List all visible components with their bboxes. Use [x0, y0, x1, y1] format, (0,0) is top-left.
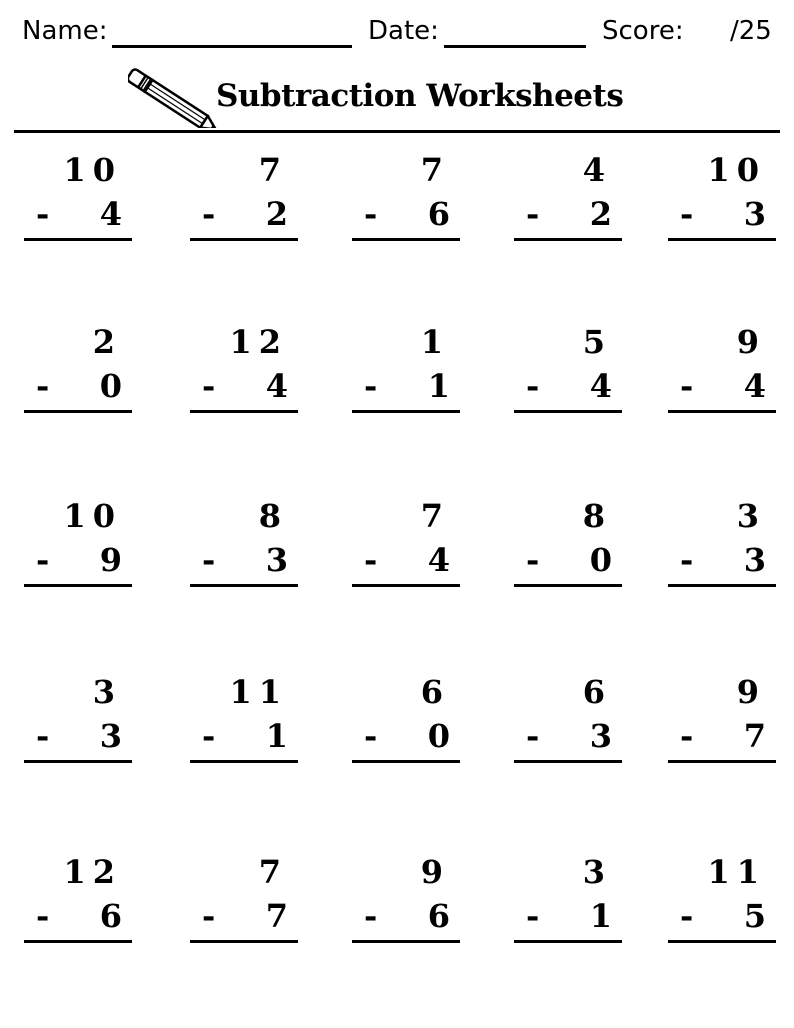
- subtrahend: 3: [265, 541, 288, 579]
- subtrahend: 6: [427, 195, 450, 233]
- problem: [514, 496, 622, 592]
- answer-line[interactable]: [352, 584, 460, 587]
- minus-sign: -: [364, 195, 378, 233]
- minus-sign: -: [364, 717, 378, 755]
- problem: [190, 496, 298, 592]
- answer-line[interactable]: [668, 238, 776, 241]
- title-divider: [14, 130, 780, 133]
- name-field[interactable]: [112, 45, 352, 48]
- answer-line[interactable]: [24, 584, 132, 587]
- subtrahend: 1: [265, 717, 288, 755]
- answer-line[interactable]: [24, 760, 132, 763]
- subtrahend: 1: [589, 897, 612, 935]
- minuend: 8: [258, 497, 288, 535]
- problem: [352, 496, 460, 592]
- subtrahend: 4: [265, 367, 288, 405]
- problem: [352, 672, 460, 768]
- minus-sign: -: [526, 541, 540, 579]
- problem: [190, 672, 298, 768]
- minuend: 9: [420, 853, 450, 891]
- minuend: 2: [92, 323, 122, 361]
- answer-line[interactable]: [352, 410, 460, 413]
- answer-line[interactable]: [668, 760, 776, 763]
- subtrahend: 9: [99, 541, 122, 579]
- minuend: 7: [258, 151, 288, 189]
- subtrahend: 1: [427, 367, 450, 405]
- answer-line[interactable]: [190, 238, 298, 241]
- name-label: Name:: [22, 16, 108, 46]
- minus-sign: -: [364, 367, 378, 405]
- minus-sign: -: [202, 897, 216, 935]
- answer-line[interactable]: [514, 238, 622, 241]
- minuend: 11: [229, 673, 288, 711]
- subtrahend: 4: [589, 367, 612, 405]
- answer-line[interactable]: [514, 940, 622, 943]
- subtrahend: 0: [589, 541, 612, 579]
- subtrahend: 3: [99, 717, 122, 755]
- problem: [514, 322, 622, 418]
- date-label: Date:: [368, 16, 439, 46]
- minuend: 5: [582, 323, 612, 361]
- subtrahend: 6: [99, 897, 122, 935]
- subtrahend: 0: [427, 717, 450, 755]
- minuend: 10: [63, 497, 122, 535]
- minuend: 8: [582, 497, 612, 535]
- problem: [24, 852, 132, 948]
- answer-line[interactable]: [668, 940, 776, 943]
- problem: [352, 150, 460, 246]
- minuend: 7: [420, 151, 450, 189]
- subtrahend: 2: [589, 195, 612, 233]
- problem: [352, 852, 460, 948]
- date-field[interactable]: [444, 45, 586, 48]
- minus-sign: -: [202, 541, 216, 579]
- answer-line[interactable]: [514, 760, 622, 763]
- minus-sign: -: [364, 897, 378, 935]
- subtrahend: 6: [427, 897, 450, 935]
- subtrahend: 2: [265, 195, 288, 233]
- answer-line[interactable]: [514, 584, 622, 587]
- minuend: 10: [63, 151, 122, 189]
- minuend: 9: [736, 673, 766, 711]
- minuend: 1: [420, 323, 450, 361]
- subtrahend: 3: [743, 195, 766, 233]
- problem: [24, 150, 132, 246]
- minus-sign: -: [680, 897, 694, 935]
- answer-line[interactable]: [668, 410, 776, 413]
- minus-sign: -: [526, 897, 540, 935]
- minus-sign: -: [526, 195, 540, 233]
- problem: [24, 496, 132, 592]
- minuend: 7: [258, 853, 288, 891]
- problem: [668, 150, 776, 246]
- minuend: 4: [582, 151, 612, 189]
- minus-sign: -: [526, 717, 540, 755]
- problem: [514, 150, 622, 246]
- subtrahend: 5: [743, 897, 766, 935]
- subtrahend: 4: [99, 195, 122, 233]
- minus-sign: -: [680, 541, 694, 579]
- problem: [514, 672, 622, 768]
- minuend: 3: [92, 673, 122, 711]
- problem: [668, 672, 776, 768]
- subtrahend: 4: [743, 367, 766, 405]
- minus-sign: -: [364, 541, 378, 579]
- problem: [190, 322, 298, 418]
- problem: [352, 322, 460, 418]
- answer-line[interactable]: [668, 584, 776, 587]
- subtrahend: 0: [99, 367, 122, 405]
- problem: [668, 852, 776, 948]
- answer-line[interactable]: [190, 410, 298, 413]
- answer-line[interactable]: [352, 760, 460, 763]
- minuend: 7: [420, 497, 450, 535]
- minuend: 10: [707, 151, 766, 189]
- minus-sign: -: [36, 717, 50, 755]
- minus-sign: -: [680, 367, 694, 405]
- subtrahend: 4: [427, 541, 450, 579]
- worksheet-title: Subtraction Worksheets: [216, 78, 624, 114]
- pencil-icon: [128, 56, 228, 128]
- minuend: 3: [582, 853, 612, 891]
- problem: [24, 322, 132, 418]
- subtrahend: 7: [265, 897, 288, 935]
- subtrahend: 7: [743, 717, 766, 755]
- minuend: 9: [736, 323, 766, 361]
- problem: [190, 150, 298, 246]
- minus-sign: -: [36, 367, 50, 405]
- subtrahend: 3: [743, 541, 766, 579]
- minuend: 11: [707, 853, 766, 891]
- answer-line[interactable]: [24, 410, 132, 413]
- answer-line[interactable]: [352, 238, 460, 241]
- minus-sign: -: [36, 541, 50, 579]
- minuend: 6: [582, 673, 612, 711]
- answer-line[interactable]: [190, 940, 298, 943]
- subtrahend: 3: [589, 717, 612, 755]
- minus-sign: -: [680, 717, 694, 755]
- problem: [514, 852, 622, 948]
- minus-sign: -: [36, 897, 50, 935]
- answer-line[interactable]: [352, 940, 460, 943]
- problem: [190, 852, 298, 948]
- minuend: 3: [736, 497, 766, 535]
- answer-line[interactable]: [24, 940, 132, 943]
- answer-line[interactable]: [190, 584, 298, 587]
- minuend: 6: [420, 673, 450, 711]
- score-total: /25: [730, 16, 772, 46]
- problem: [668, 496, 776, 592]
- minus-sign: -: [36, 195, 50, 233]
- answer-line[interactable]: [24, 238, 132, 241]
- minus-sign: -: [202, 717, 216, 755]
- problem: [668, 322, 776, 418]
- minuend: 12: [229, 323, 288, 361]
- answer-line[interactable]: [190, 760, 298, 763]
- minus-sign: -: [202, 195, 216, 233]
- minus-sign: -: [526, 367, 540, 405]
- minus-sign: -: [680, 195, 694, 233]
- minuend: 12: [63, 853, 122, 891]
- problem: [24, 672, 132, 768]
- minus-sign: -: [202, 367, 216, 405]
- answer-line[interactable]: [514, 410, 622, 413]
- score-label: Score:: [602, 16, 684, 46]
